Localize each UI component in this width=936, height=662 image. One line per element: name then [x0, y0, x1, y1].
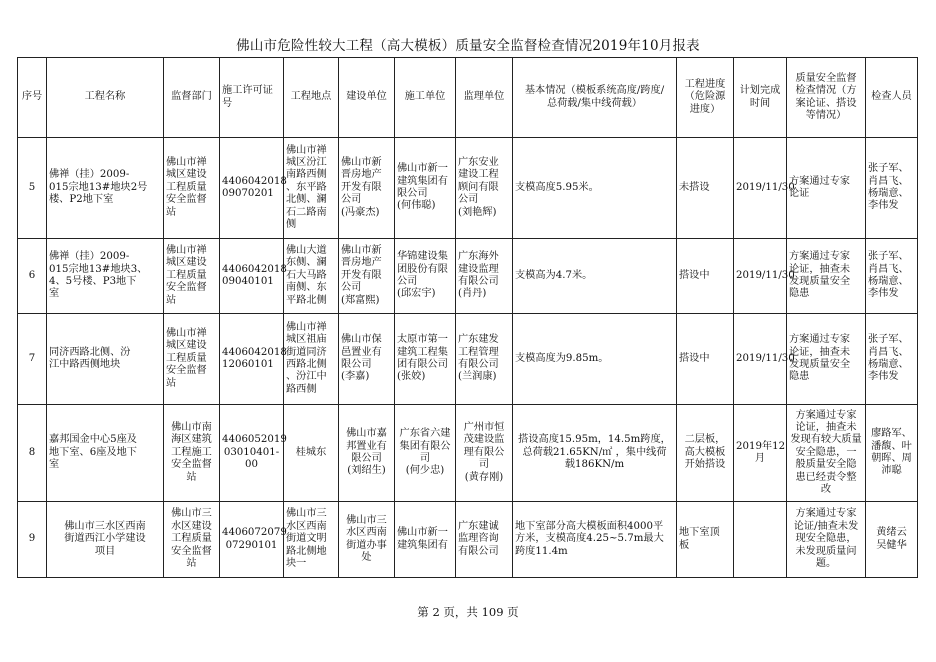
header-check: 质量安全监督 检查情况（方 案论证、搭设 等情况）: [787, 58, 866, 138]
cell-contractor: 佛山市新一 建筑集团有 限公司 (何伟聪): [395, 138, 456, 239]
report-table: [17, 57, 918, 578]
header-plan-date: 计划完成 时间: [734, 58, 787, 138]
cell-progress: 未搭设: [677, 138, 734, 239]
cell-seq: 8: [18, 405, 47, 502]
cell-location: 佛山市禅 城区祖庙 街道同济 西路北侧 、汾江中 路西侧: [284, 314, 339, 405]
cell-supervisor: 广东海外 建设监理 有限公司 (肖丹): [456, 239, 513, 314]
cell-supervision-dept: 佛山市南 海区建筑 工程施工 安全监督 站: [164, 405, 220, 502]
cell-basic: 支模高度5.95米。: [513, 138, 677, 239]
table-row: [18, 239, 918, 314]
cell-progress: 搭设中: [677, 314, 734, 405]
cell-supervision-dept: 佛山市禅 城区建设 工程质量 安全监督 站: [164, 314, 220, 405]
table-row: [18, 405, 918, 502]
cell-project-name: 同济西路北侧、汾 江中路西侧地块: [47, 314, 164, 405]
cell-builder: 佛山市嘉 邦置业有 限公司 (刘绍生): [339, 405, 395, 502]
cell-seq: 5: [18, 138, 47, 239]
header-builder: 建设单位: [339, 58, 395, 138]
header-supervision-dept: 监督部门: [164, 58, 220, 138]
cell-progress: 地下室顶 板: [677, 502, 734, 578]
report-title: 佛山市危险性较大工程（高大模板）质量安全监督检查情况2019年10月报表: [236, 38, 700, 54]
header-progress: 工程进度 （危险源 进度）: [677, 58, 734, 138]
cell-supervision-dept: 佛山市禅 城区建设 工程质量 安全监督 站: [164, 138, 220, 239]
cell-project-name: 嘉邦国金中心5座及 地下室、6座及地下 室: [47, 405, 164, 502]
cell-builder: 佛山市新 晋房地产 开发有限 公司 (郑富熙): [339, 239, 395, 314]
cell-progress: 二层板， 高大模板 开始搭设: [677, 405, 734, 502]
cell-supervisor: 广东建诚 监理咨询 有限公司: [456, 502, 513, 578]
cell-permit: 4406052019 03010401- 00: [220, 405, 284, 502]
header-basic: 基本情况（模板系统高度/跨度/ 总荷载/集中线荷载）: [513, 58, 677, 138]
cell-permit: 4406042018 09040101: [220, 239, 284, 314]
table-row: [18, 138, 918, 239]
table-row: [18, 314, 918, 405]
cell-basic: 搭设高度15.95m，14.5m跨度， 总荷载21.65KN/㎡ ，集中线荷 载186KN/m: [513, 405, 677, 502]
header-contractor: 施工单位: [395, 58, 456, 138]
cell-seq: 6: [18, 239, 47, 314]
cell-supervisor: 广东安业 建设工程 顾问有限 公司 (刘艳辉): [456, 138, 513, 239]
page-footer: 第 2 页，共 109 页: [417, 605, 519, 619]
cell-supervision-dept: 佛山市三 水区建设 工程质量 安全监督 站: [164, 502, 220, 578]
cell-basic: 支模高度为9.85m。: [513, 314, 677, 405]
cell-project-name: 佛禅（挂）2009- 015宗地13#地块2号 楼、P2地下室: [47, 138, 164, 239]
cell-location: 桂城东: [284, 405, 339, 502]
cell-project-name: 佛山市三水区西南 街道西江小学建设 项目: [47, 502, 164, 578]
cell-inspectors: 张子军、 肖昌飞、 杨瑞意、 李伟发: [866, 138, 918, 239]
cell-check: 方案通过专家 论证，抽查未 发现质量安全 隐患: [787, 239, 866, 314]
cell-contractor: 太原市第一 建筑工程集 团有限公司 (张姣): [395, 314, 456, 405]
cell-plan-date: [734, 502, 787, 578]
cell-inspectors: 张子军、 肖昌飞、 杨瑞意、 李伟发: [866, 314, 918, 405]
cell-seq: 7: [18, 314, 47, 405]
cell-builder: 佛山市保 邑置业有 限公司 (李嘉): [339, 314, 395, 405]
header-row: [18, 58, 918, 138]
cell-check: 方案通过专家 论证: [787, 138, 866, 239]
cell-supervisor: 广州市恒 茂建设监 理有限公 司 (黄存刚): [456, 405, 513, 502]
table-row: [18, 502, 918, 578]
cell-plan-date: 2019/11/30: [734, 314, 787, 405]
cell-permit: 4406042018 09070201: [220, 138, 284, 239]
cell-basic: 支模高为4.7米。: [513, 239, 677, 314]
cell-check: 方案通过专家 论证/抽查未发 现安全隐患， 未发现质量问 题。: [787, 502, 866, 578]
cell-plan-date: 2019/11/30: [734, 138, 787, 239]
header-permit: 施工许可证 号: [220, 58, 284, 138]
cell-builder: 佛山市新 晋房地产 开发有限 公司 (冯豪杰): [339, 138, 395, 239]
cell-builder: 佛山市三 水区西南 街道办事 处: [339, 502, 395, 578]
cell-inspectors: 张子军、 肖昌飞、 杨瑞意、 李伟发: [866, 239, 918, 314]
cell-supervision-dept: 佛山市禅 城区建设 工程质量 安全监督 站: [164, 239, 220, 314]
cell-project-name: 佛禅（挂）2009- 015宗地13#地块3、 4、5号楼、P3地下 室: [47, 239, 164, 314]
cell-permit: 4406072079 07290101: [220, 502, 284, 578]
cell-location: 佛山大道 东侧、澜 石大马路 南侧、东 平路北侧: [284, 239, 339, 314]
header-supervisor: 监理单位: [456, 58, 513, 138]
cell-location: 佛山市禅 城区汾江 南路西侧 、东平路 北侧、澜 石二路南 侧: [284, 138, 339, 239]
cell-plan-date: 2019年12 月: [734, 405, 787, 502]
header-project-name: 工程名称: [47, 58, 164, 138]
cell-supervisor: 广东建发 工程管理 有限公司 (兰润康): [456, 314, 513, 405]
header-seq: 序号: [18, 58, 47, 138]
cell-contractor: 广东省六建 集团有限公 司 (何少忠): [395, 405, 456, 502]
cell-progress: 搭设中: [677, 239, 734, 314]
cell-contractor: 华锦建设集 团股份有限 公司 (邱宏宇): [395, 239, 456, 314]
cell-inspectors: 黄绪云 吴健华: [866, 502, 918, 578]
cell-contractor: 佛山市新一 建筑集团有: [395, 502, 456, 578]
cell-plan-date: 2019/11/30: [734, 239, 787, 314]
header-inspectors: 检查人员: [866, 58, 918, 138]
cell-basic: 地下室部分高大模板面积4000平 方米，支模高度4.25~5.7m最大 跨度11.4m: [513, 502, 677, 578]
cell-location: 佛山市三 水区西南 街道文明 路北侧地 块一: [284, 502, 339, 578]
cell-inspectors: 廖路军、 潘馥、叶 朝晖、周 沛聪: [866, 405, 918, 502]
cell-check: 方案通过专家 论证，抽查未 发现有较大质量 安全隐患，一 般质量安全隐 患已经责令整 改: [787, 405, 866, 502]
header-location: 工程地点: [284, 58, 339, 138]
cell-check: 方案通过专家 论证，抽查未 发现质量安全 隐患: [787, 314, 866, 405]
cell-permit: 4406042018 12060101: [220, 314, 284, 405]
cell-seq: 9: [18, 502, 47, 578]
